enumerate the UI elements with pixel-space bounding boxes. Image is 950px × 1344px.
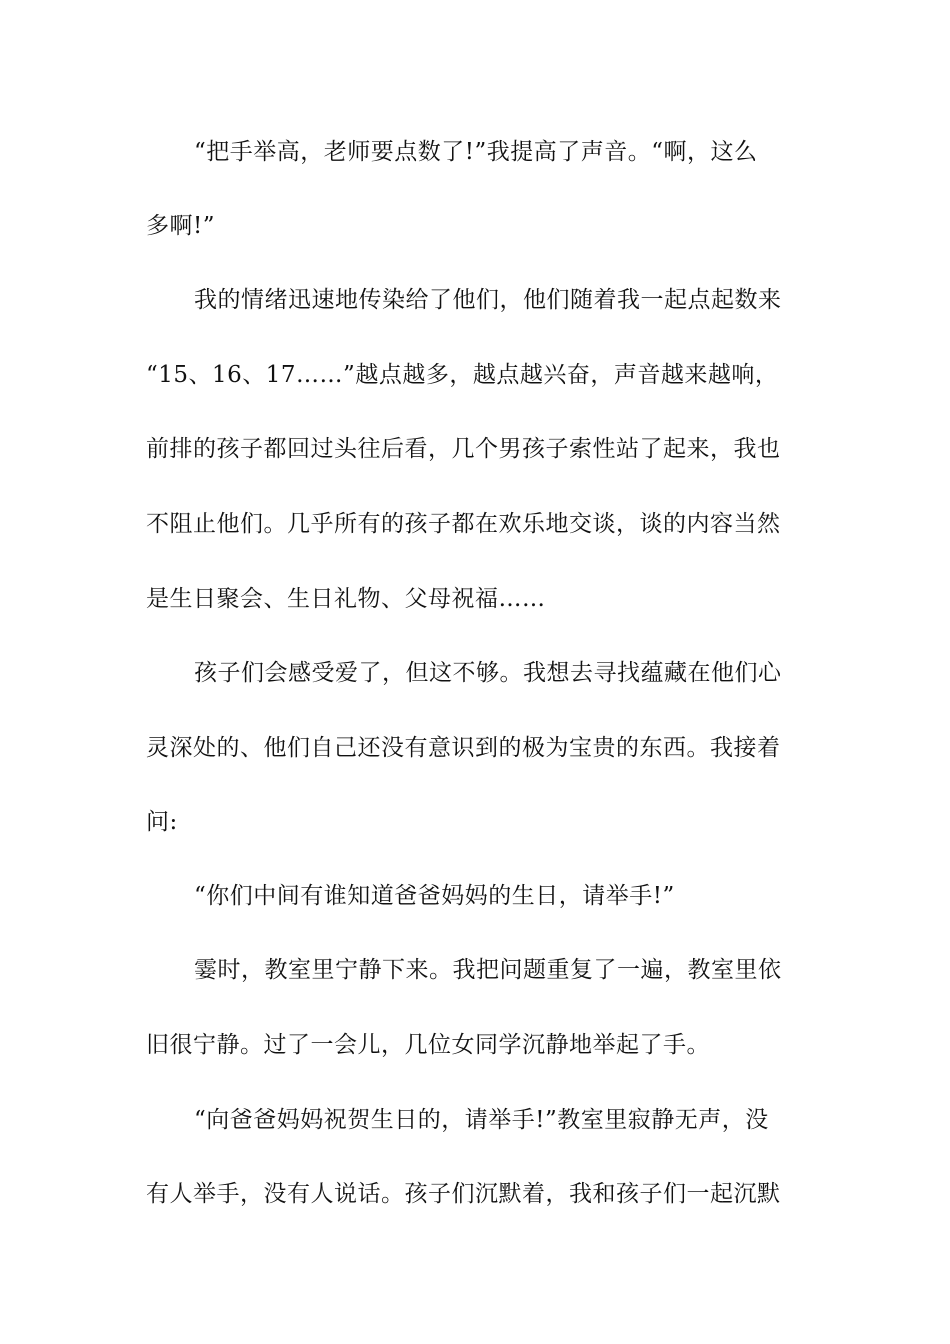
line-text: “15、16、17……”越点越多，越点越兴奋，声音越来越响，	[146, 362, 779, 388]
line-text: 是生日聚会、生日礼物、父母祝福……	[146, 586, 546, 612]
line-text: “把手举高，老师要点数了!”我提高了声音。“啊，这么	[194, 139, 758, 165]
text-line	[0, 1100, 950, 1140]
line-text: 旧很宁静。过了一会儿，几位女同学沉静地举起了手。	[146, 1032, 710, 1058]
text-line	[0, 504, 950, 544]
text-line	[0, 355, 950, 395]
text-line	[0, 132, 950, 172]
text-line	[0, 728, 950, 768]
line-text: 霎时，教室里宁静下来。我把问题重复了一遍，教室里依	[194, 957, 782, 983]
text-line	[0, 950, 950, 990]
line-text: 问:	[146, 809, 178, 835]
text-line	[0, 876, 950, 916]
line-text: 有人举手，没有人说话。孩子们沉默着，我和孩子们一起沉默	[146, 1181, 781, 1207]
text-line	[0, 579, 950, 619]
line-text: 多啊!”	[146, 213, 216, 239]
text-line	[0, 1025, 950, 1065]
text-line	[0, 1174, 950, 1214]
text-line	[0, 429, 950, 469]
line-text: “你们中间有谁知道爸爸妈妈的生日，请举手!”	[194, 883, 675, 909]
text-line	[0, 206, 950, 246]
line-text: 前排的孩子都回过头往后看，几个男孩子索性站了起来，我也	[146, 436, 781, 462]
line-text: 灵深处的、他们自己还没有意识到的极为宝贵的东西。我接着	[146, 735, 781, 761]
line-text: 孩子们会感受爱了，但这不够。我想去寻找蕴藏在他们心	[194, 660, 782, 686]
line-text: 我的情绪迅速地传染给了他们，他们随着我一起点起数来	[194, 287, 782, 313]
text-line	[0, 802, 950, 842]
line-text: 不阻止他们。几乎所有的孩子都在欢乐地交谈，谈的内容当然	[146, 511, 781, 537]
text-line	[0, 280, 950, 320]
text-line	[0, 653, 950, 693]
line-text: “向爸爸妈妈祝贺生日的，请举手!”教室里寂静无声，没	[194, 1107, 769, 1133]
